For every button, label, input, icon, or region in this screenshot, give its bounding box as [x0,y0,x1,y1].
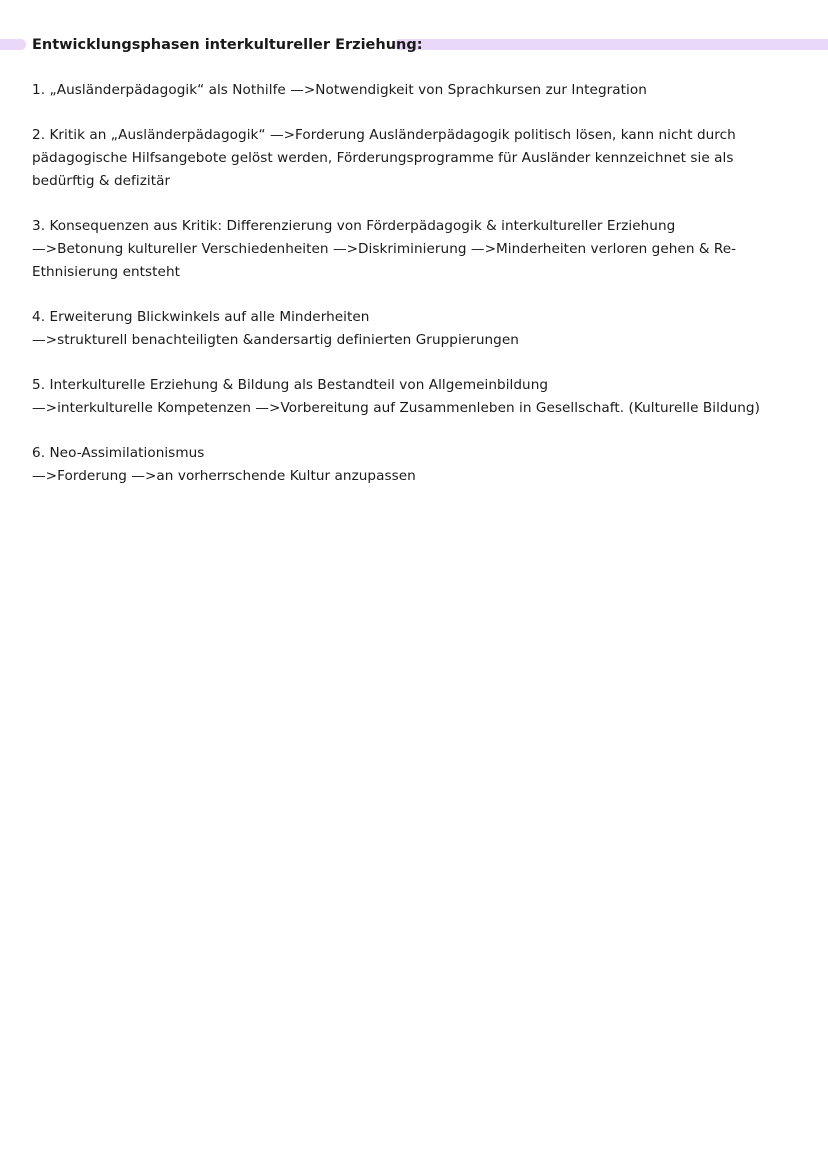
phase-2-line-3: bedürftig & defizitär [32,173,171,189]
phase-5 [32,374,782,420]
phase-3-line-2: —>Betonung kultureller Verschiedenheiten —>Diskriminierung —>Minderheiten verloren gehen & Re- [32,241,737,257]
phase-1-line-1: 1. „Ausländerpädagogik“ als Nothilfe —>Notwendigkeit von Sprachkursen zur Integration [32,82,647,98]
phase-2 [32,124,782,193]
phase-list [32,79,782,510]
phase-6-line-2: —>Forderung —>an vorherrschende Kultur anzupassen [32,468,416,484]
phase-1 [32,79,782,102]
phase-5-line-1: 5. Interkulturelle Erziehung & Bildung als Bestandteil von Allgemeinbildung [32,377,549,393]
phase-2-line-2: pädagogische Hilfsangebote gelöst werden, Förderungsprogramme für Ausländer kennzeichnet sie als [32,150,734,166]
title-highlight-left [0,39,26,50]
title-row [0,34,828,56]
title-highlight-right [394,39,828,50]
phase-4 [32,306,782,352]
phase-5-line-2: —>interkulturelle Kompetenzen —>Vorbereitung auf Zusammenleben in Gesellschaft. (Kulturelle Bildung) [32,400,760,416]
page-title: Entwicklungsphasen interkultureller Erziehung: [32,37,423,53]
phase-2-line-1: 2. Kritik an „Ausländerpädagogik“ —>Forderung Ausländerpädagogik politisch lösen, kann nicht durch [32,127,736,143]
phase-6 [32,442,782,488]
phase-3 [32,215,782,284]
phase-3-line-1: 3. Konsequenzen aus Kritik: Differenzierung von Förderpädagogik & interkultureller Erziehung [32,218,676,234]
phase-4-line-1: 4. Erweiterung Blickwinkels auf alle Minderheiten [32,309,370,325]
phase-6-line-1: 6. Neo-Assimilationismus [32,445,205,461]
phase-3-line-3: Ethnisierung entsteht [32,264,180,280]
phase-4-line-2: —>strukturell benachteiligten &andersartig definierten Gruppierungen [32,332,519,348]
